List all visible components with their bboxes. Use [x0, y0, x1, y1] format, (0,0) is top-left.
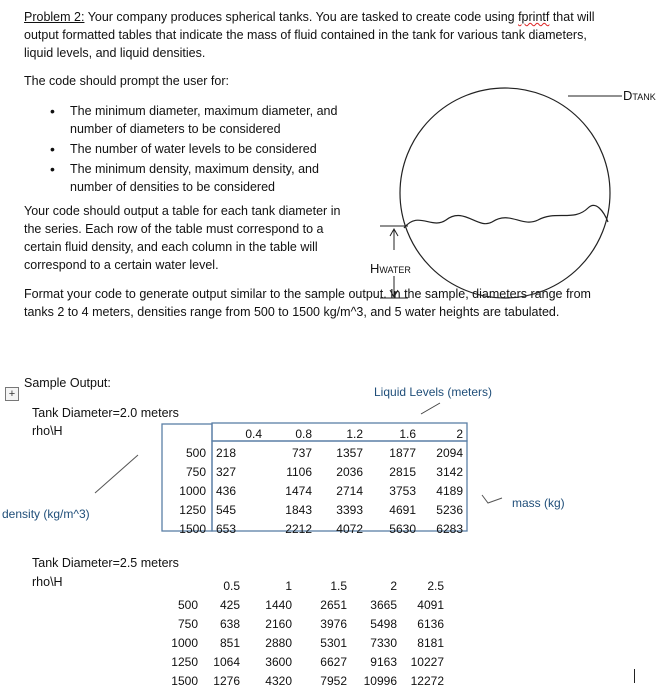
move-handle-icon[interactable]: + [5, 387, 19, 401]
density-cell: 1250 [179, 502, 206, 517]
mass-cell: 2036 [336, 464, 363, 479]
mass-cell: 1474 [285, 483, 312, 498]
mass-cell: 218 [216, 445, 237, 460]
table1-title: Tank Diameter=2.0 meters [32, 406, 179, 420]
density-cell: 1250 [171, 654, 198, 669]
density-axis-label: density (kg/m^3) [2, 507, 90, 521]
water-surface [404, 205, 608, 228]
table1-corner: rho\H [32, 424, 63, 438]
table-row [162, 614, 448, 633]
table-row [162, 671, 448, 690]
height-header: 2 [456, 426, 463, 441]
table2-corner: rho\H [32, 575, 63, 589]
prompt-item-densities: • The minimum density, maximum density, and number of densities to be considered [24, 160, 364, 196]
density-cell: 1500 [171, 673, 198, 688]
density-cell: 750 [177, 616, 198, 631]
table-row [162, 500, 467, 519]
density-cell: 1000 [179, 483, 206, 498]
mass-cell: 436 [216, 483, 237, 498]
mass-table-2 [162, 576, 448, 690]
mass-cell: 1106 [286, 464, 312, 479]
table-row [162, 633, 448, 652]
mass-cell: 2815 [389, 464, 416, 479]
mass-cell: 1877 [389, 445, 416, 460]
table-row [162, 595, 448, 614]
mass-cell: 5301 [320, 635, 347, 650]
mass-cell: 6136 [417, 616, 444, 631]
density-leader [95, 455, 138, 493]
prompt-line: The code should prompt the user for: [24, 74, 229, 88]
height-header: 1 [285, 578, 292, 593]
h-water-sub: WATER [379, 265, 411, 275]
density-cell: 1500 [179, 521, 206, 536]
mass-cell: 851 [219, 635, 240, 650]
height-header: 0.8 [295, 426, 312, 441]
h-water-main: H [370, 261, 380, 276]
prompt-item-diameters: • The minimum diameter, maximum diameter, and number of diameters to be considered [24, 102, 364, 138]
mass-cell: 4091 [417, 597, 444, 612]
height-header: 1.2 [346, 426, 363, 441]
mass-cell: 1276 [213, 673, 240, 688]
mass-cell: 7952 [320, 673, 347, 688]
mass-cell: 1440 [265, 597, 292, 612]
output-description: Your code should output a table for each tank diameter in the series. Each row of the table must correspond to a certain fluid density, and each column in the table will correspond to a certain water level. [24, 204, 341, 272]
mass-axis-label: mass (kg) [512, 496, 565, 510]
mass-leader [482, 495, 502, 503]
prompt-list [24, 102, 364, 198]
mass-cell: 2160 [265, 616, 292, 631]
format-instruction: Format your code to generate output similar to the sample output. In the sample, diameters range from tanks 2 to 4 meters, densities range from 500 to 1500 kg/m^3, and 5 water heights are tabulated. [24, 287, 591, 319]
density-cell: 1000 [171, 635, 198, 650]
text-cursor [634, 669, 635, 683]
d-tank-label [623, 88, 656, 103]
mass-cell: 2094 [436, 445, 463, 460]
fprintf-term: fprintf [518, 10, 550, 24]
mass-cell: 3393 [336, 502, 363, 517]
mass-cell: 10996 [363, 673, 397, 688]
table-row [162, 462, 467, 481]
mass-cell: 638 [219, 616, 240, 631]
table2-title: Tank Diameter=2.5 meters [32, 556, 179, 570]
mass-cell: 4320 [265, 673, 292, 688]
mass-cell: 2714 [336, 483, 363, 498]
mass-cell: 4072 [336, 521, 363, 536]
mass-cell: 2212 [285, 521, 312, 536]
height-header: 0.5 [223, 578, 240, 593]
mass-cell: 3665 [370, 597, 397, 612]
height-header: 2.5 [427, 578, 444, 593]
mass-cell: 5498 [370, 616, 397, 631]
mass-cell: 10227 [410, 654, 444, 669]
table-row [162, 519, 467, 538]
sample-output-title: Sample Output: [24, 376, 111, 390]
problem-intro-post: that will output formatted tables that indicate the mass of fluid contained in the tank for various tank diameters, liquid levels, and liquid densities. [24, 10, 595, 60]
d-tank-main: D [623, 88, 633, 103]
height-header: 2 [390, 578, 397, 593]
mass-cell: 653 [216, 521, 237, 536]
mass-cell: 545 [216, 502, 237, 517]
problem-label: Problem 2: [24, 10, 85, 24]
height-header: 0.4 [245, 426, 262, 441]
table-row [162, 443, 467, 462]
mass-cell: 1064 [213, 654, 240, 669]
mass-cell: 737 [291, 445, 312, 460]
problem-statement [24, 8, 604, 62]
mass-cell: 8181 [417, 635, 444, 650]
mass-cell: 2880 [265, 635, 292, 650]
table-header-row [162, 576, 448, 595]
d-tank-sub: TANK [632, 92, 656, 102]
mass-cell: 6283 [436, 521, 463, 536]
density-cell: 500 [177, 597, 198, 612]
mass-cell: 3600 [265, 654, 292, 669]
mass-cell: 3142 [436, 464, 463, 479]
height-header: 1.6 [399, 426, 416, 441]
h-water-label [370, 261, 411, 276]
table-row [162, 652, 448, 671]
liquid-levels-label: Liquid Levels (meters) [374, 385, 493, 399]
mass-cell: 1357 [336, 445, 363, 460]
mass-cell: 4691 [389, 502, 416, 517]
mass-cell: 5630 [389, 521, 416, 536]
problem-intro-pre: Your company produces spherical tanks. You are tasked to create code using [84, 10, 519, 24]
mass-cell: 9163 [370, 654, 397, 669]
mass-cell: 6627 [320, 654, 347, 669]
mass-cell: 3976 [320, 616, 347, 631]
density-cell: 500 [185, 445, 206, 460]
mass-table-1 [162, 424, 467, 538]
mass-cell: 7330 [370, 635, 397, 650]
prompt-item-levels: • The number of water levels to be considered [24, 140, 364, 158]
mass-cell: 4189 [436, 483, 463, 498]
density-cell: 750 [185, 464, 206, 479]
mass-cell: 327 [216, 464, 237, 479]
table-header-row [162, 424, 467, 443]
mass-cell: 1843 [285, 502, 312, 517]
mass-cell: 5236 [436, 502, 463, 517]
mass-cell: 425 [219, 597, 240, 612]
mass-cell: 2651 [320, 597, 347, 612]
tank-circle [400, 88, 610, 298]
height-header: 1.5 [330, 578, 347, 593]
levels-leader [421, 403, 440, 414]
table-row [162, 481, 467, 500]
mass-cell: 12272 [410, 673, 444, 688]
mass-cell: 3753 [389, 483, 416, 498]
